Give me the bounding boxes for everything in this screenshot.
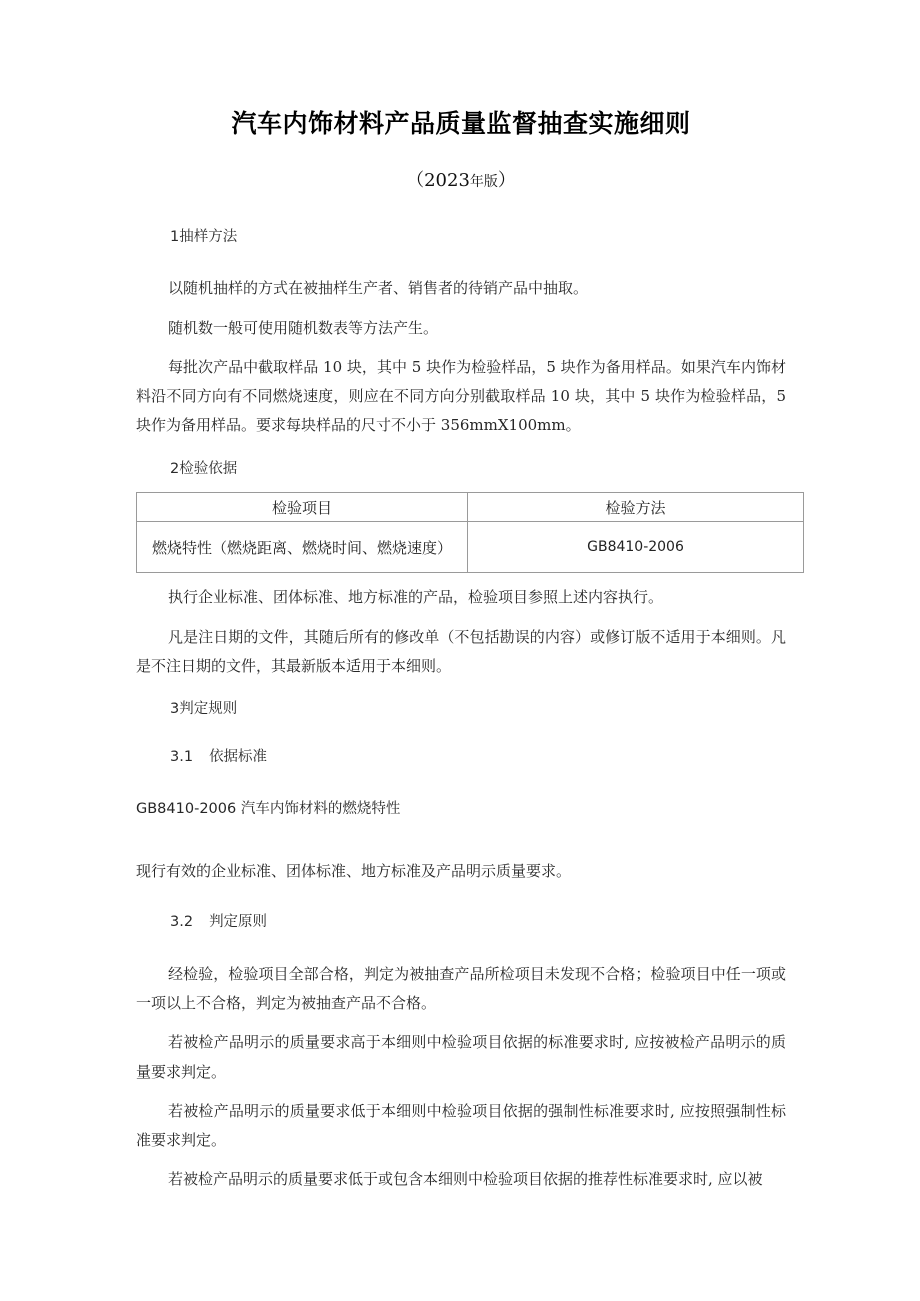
table-header-row [137,493,804,522]
table-row [137,522,804,573]
document-content [136,0,786,1195]
subtitle-year: 2023 [424,170,470,192]
section-heading-3-1 [136,747,786,769]
subtitle-paren-open: （ [406,170,425,192]
inspection-basis-table [136,492,804,573]
section-3-2-paragraph-3: 若被检产品明示的质量要求低于本细则中检验项目依据的强制性标准要求时, 应按照强制性标准要求判定。 [136,1101,786,1150]
subtitle-edition-label: 年版 [469,174,498,191]
section-3-1-label: 依据标准 [209,748,268,765]
table-header-inspection-method: 检验方法 [468,493,804,522]
section-heading-3 [136,699,786,721]
section-heading-2 [136,459,786,481]
section-1-label: 抽样方法 [179,228,238,245]
document-subtitle [136,139,786,192]
section-1-paragraph-1: 以随机抽样的方式在被抽样生产者、销售者的待销产品中抽取。 [168,279,589,298]
section-3-1-number: 3.1 [170,748,194,765]
section-heading-1 [136,227,786,249]
section-3-2-paragraph-1: 经检验，检验项目全部合格，判定为被抽查产品所检项目未发现不合格；检验项目中任一项或一项以上不合格，判定为被抽查产品不合格。 [136,964,786,1013]
section-3-1-paragraph-1: GB8410-2006 汽车内饰材料的燃烧特性 [136,800,401,817]
table-cell-inspection-item: 燃烧特性（燃烧距离、燃烧时间、燃烧速度） [137,522,468,573]
section-1-paragraph-3: 每批次产品中截取样品 10 块，其中 5 块作为检验样品，5 块作为备用样品。如果汽车内饰材料沿不同方向有不同燃烧速度，则应在不同方向分别截取样品 10 块，其中 5 块作为检验样品，5 块作为备用样品。要求每块样品的尺寸不小于 356mmX100mm。 [136,357,786,435]
section-3-label: 判定规则 [179,701,238,718]
inspection-table-wrapper [136,492,785,573]
section-3-2-label: 判定原则 [209,914,268,931]
table-header-inspection-item: 检验项目 [137,493,468,522]
page-title: 汽车内饰材料产品质量监督抽查实施细则 [231,109,691,138]
section-3-1-paragraph-2: 现行有效的企业标准、团体标准、地方标准及产品明示质量要求。 [136,861,572,880]
section-3-2-number: 3.2 [170,914,194,931]
section-2-number: 2 [170,460,180,477]
section-2-label: 检验依据 [179,460,238,477]
section-3-number: 3 [170,701,180,718]
section-1-paragraph-2: 随机数一般可使用随机数表等方法产生。 [168,318,439,337]
section-2-paragraph-2: 凡是注日期的文件，其随后所有的修改单（不包括勘误的内容）或修订版不适用于本细则。凡是不注日期的文件，其最新版本适用于本细则。 [136,627,786,675]
subtitle-paren-close: ） [497,170,516,192]
section-3-2-paragraph-2: 若被检产品明示的质量要求高于本细则中检验项目依据的标准要求时, 应按被检产品明示的质量要求判定。 [136,1033,786,1081]
section-3-2-paragraph-4: 若被检产品明示的质量要求低于或包含本细则中检验项目依据的推荐性标准要求时, 应以被 [168,1170,763,1189]
section-heading-3-2 [136,912,786,934]
table-cell-inspection-method: GB8410-2006 [468,522,804,573]
section-1-number: 1 [170,228,180,245]
section-2-paragraph-1: 执行企业标准、团体标准、地方标准的产品，检验项目参照上述内容执行。 [168,588,664,607]
